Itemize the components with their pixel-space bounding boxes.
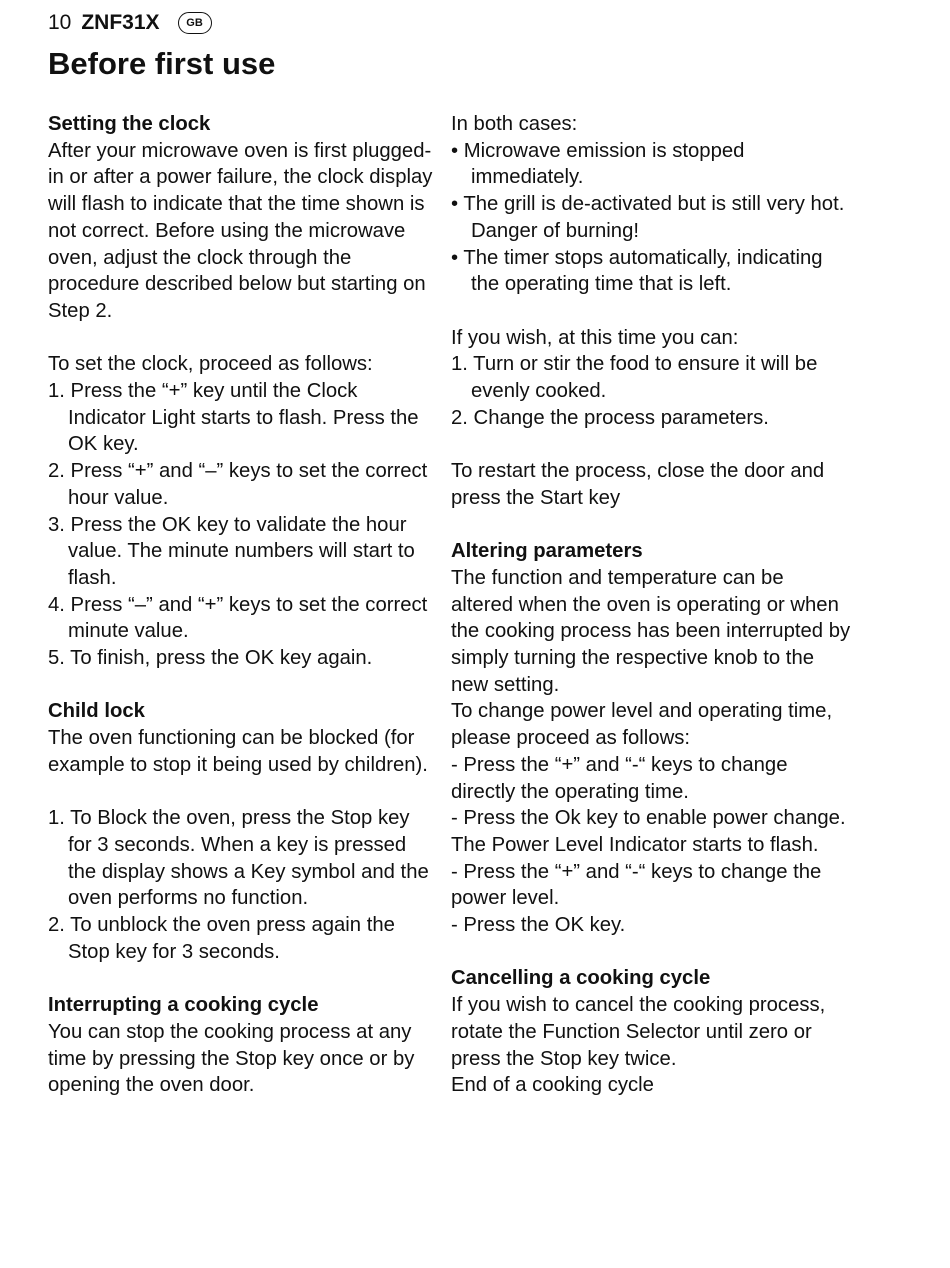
cancelling-heading: Cancelling a cooking cycle (451, 967, 711, 990)
wish-step: 1. Turn or stir the food to ensure it will be evenly cooked. (451, 353, 818, 403)
right-column (451, 111, 851, 1099)
altering-heading: Altering parameters (451, 540, 643, 563)
interrupting-heading: Interrupting a cooking cycle (48, 994, 319, 1017)
child-lock-heading: Child lock (48, 700, 145, 723)
interrupting-text: You can stop the cooking process at any time by pressing the Stop key once or by opening the oven door. (48, 1020, 415, 1097)
cases-bullet: • Microwave emission is stopped immediately. (451, 139, 745, 189)
cases-bullet: • The timer stops automatically, indicating the operating time that is left. (451, 246, 823, 296)
left-column (48, 111, 438, 1099)
altering-lead: To change power level and operating time, please proceed as follows: (451, 700, 833, 750)
altering-text: The function and temperature can be altered when the oven is operating or when the cooking process has been interrupted by simply turning the respective knob to the new setting. (451, 566, 851, 696)
clock-step: 4. Press “–” and “+” keys to set the correct minute value. (48, 593, 428, 643)
end-cycle-text: End of a cooking cycle (451, 1074, 654, 1097)
wish-lead: If you wish, at this time you can: (451, 326, 739, 349)
altering-item: - Press the Ok key to enable power change. The Power Level Indicator starts to flash. (451, 807, 846, 856)
altering-item: - Press the OK key. (451, 914, 626, 937)
cancelling-text: If you wish to cancel the cooking process, rotate the Function Selector until zero or press the Stop key twice. (451, 994, 826, 1070)
child-lock-intro: The oven functioning can be blocked (for example to stop it being used by children). (48, 727, 428, 776)
cases-lead: In both cases: (451, 113, 578, 135)
page-title: Before first use (48, 46, 276, 81)
setting-clock-lead: To set the clock, proceed as follows: (48, 353, 373, 376)
child-lock-step: 2. To unblock the oven press again the Stop key for 3 seconds. (48, 914, 395, 963)
altering-item: - Press the “+” and “-“ keys to change the power level. (451, 860, 822, 910)
page-number: 10 (48, 11, 72, 34)
model-name: ZNF31X (81, 11, 160, 34)
child-lock-step: 1. To Block the oven, press the Stop key for 3 seconds. When a key is pressed the display shows a Key symbol and the oven performs no function. (48, 807, 429, 910)
restart-text: To restart the process, close the door and press the Start key (451, 460, 825, 509)
setting-clock-intro: After your microwave oven is first plugged-in or after a power failure, the clock display will flash to indicate that the time shown is not correct. Before using the microwave oven, adjust the clock through the procedure described below but starting on Step 2. (48, 139, 433, 322)
clock-step: 1. Press the “+” key until the Clock Indicator Light starts to flash. Press the OK key. (48, 380, 419, 456)
altering-item: - Press the “+” and “-“ keys to change directly the operating time. (451, 753, 788, 803)
wish-step: 2. Change the process parameters. (451, 406, 769, 429)
clock-step: 3. Press the OK key to validate the hour value. The minute numbers will start to flash. (48, 513, 415, 589)
language-badge: GB (178, 12, 212, 34)
cases-bullet: • The grill is de-activated but is still very hot. Danger of burning! (451, 193, 845, 242)
clock-step: 5. To finish, press the OK key again. (48, 647, 373, 670)
clock-step: 2. Press “+” and “–” keys to set the correct hour value. (48, 460, 428, 509)
page-header (48, 8, 212, 38)
setting-clock-heading: Setting the clock (48, 113, 211, 135)
